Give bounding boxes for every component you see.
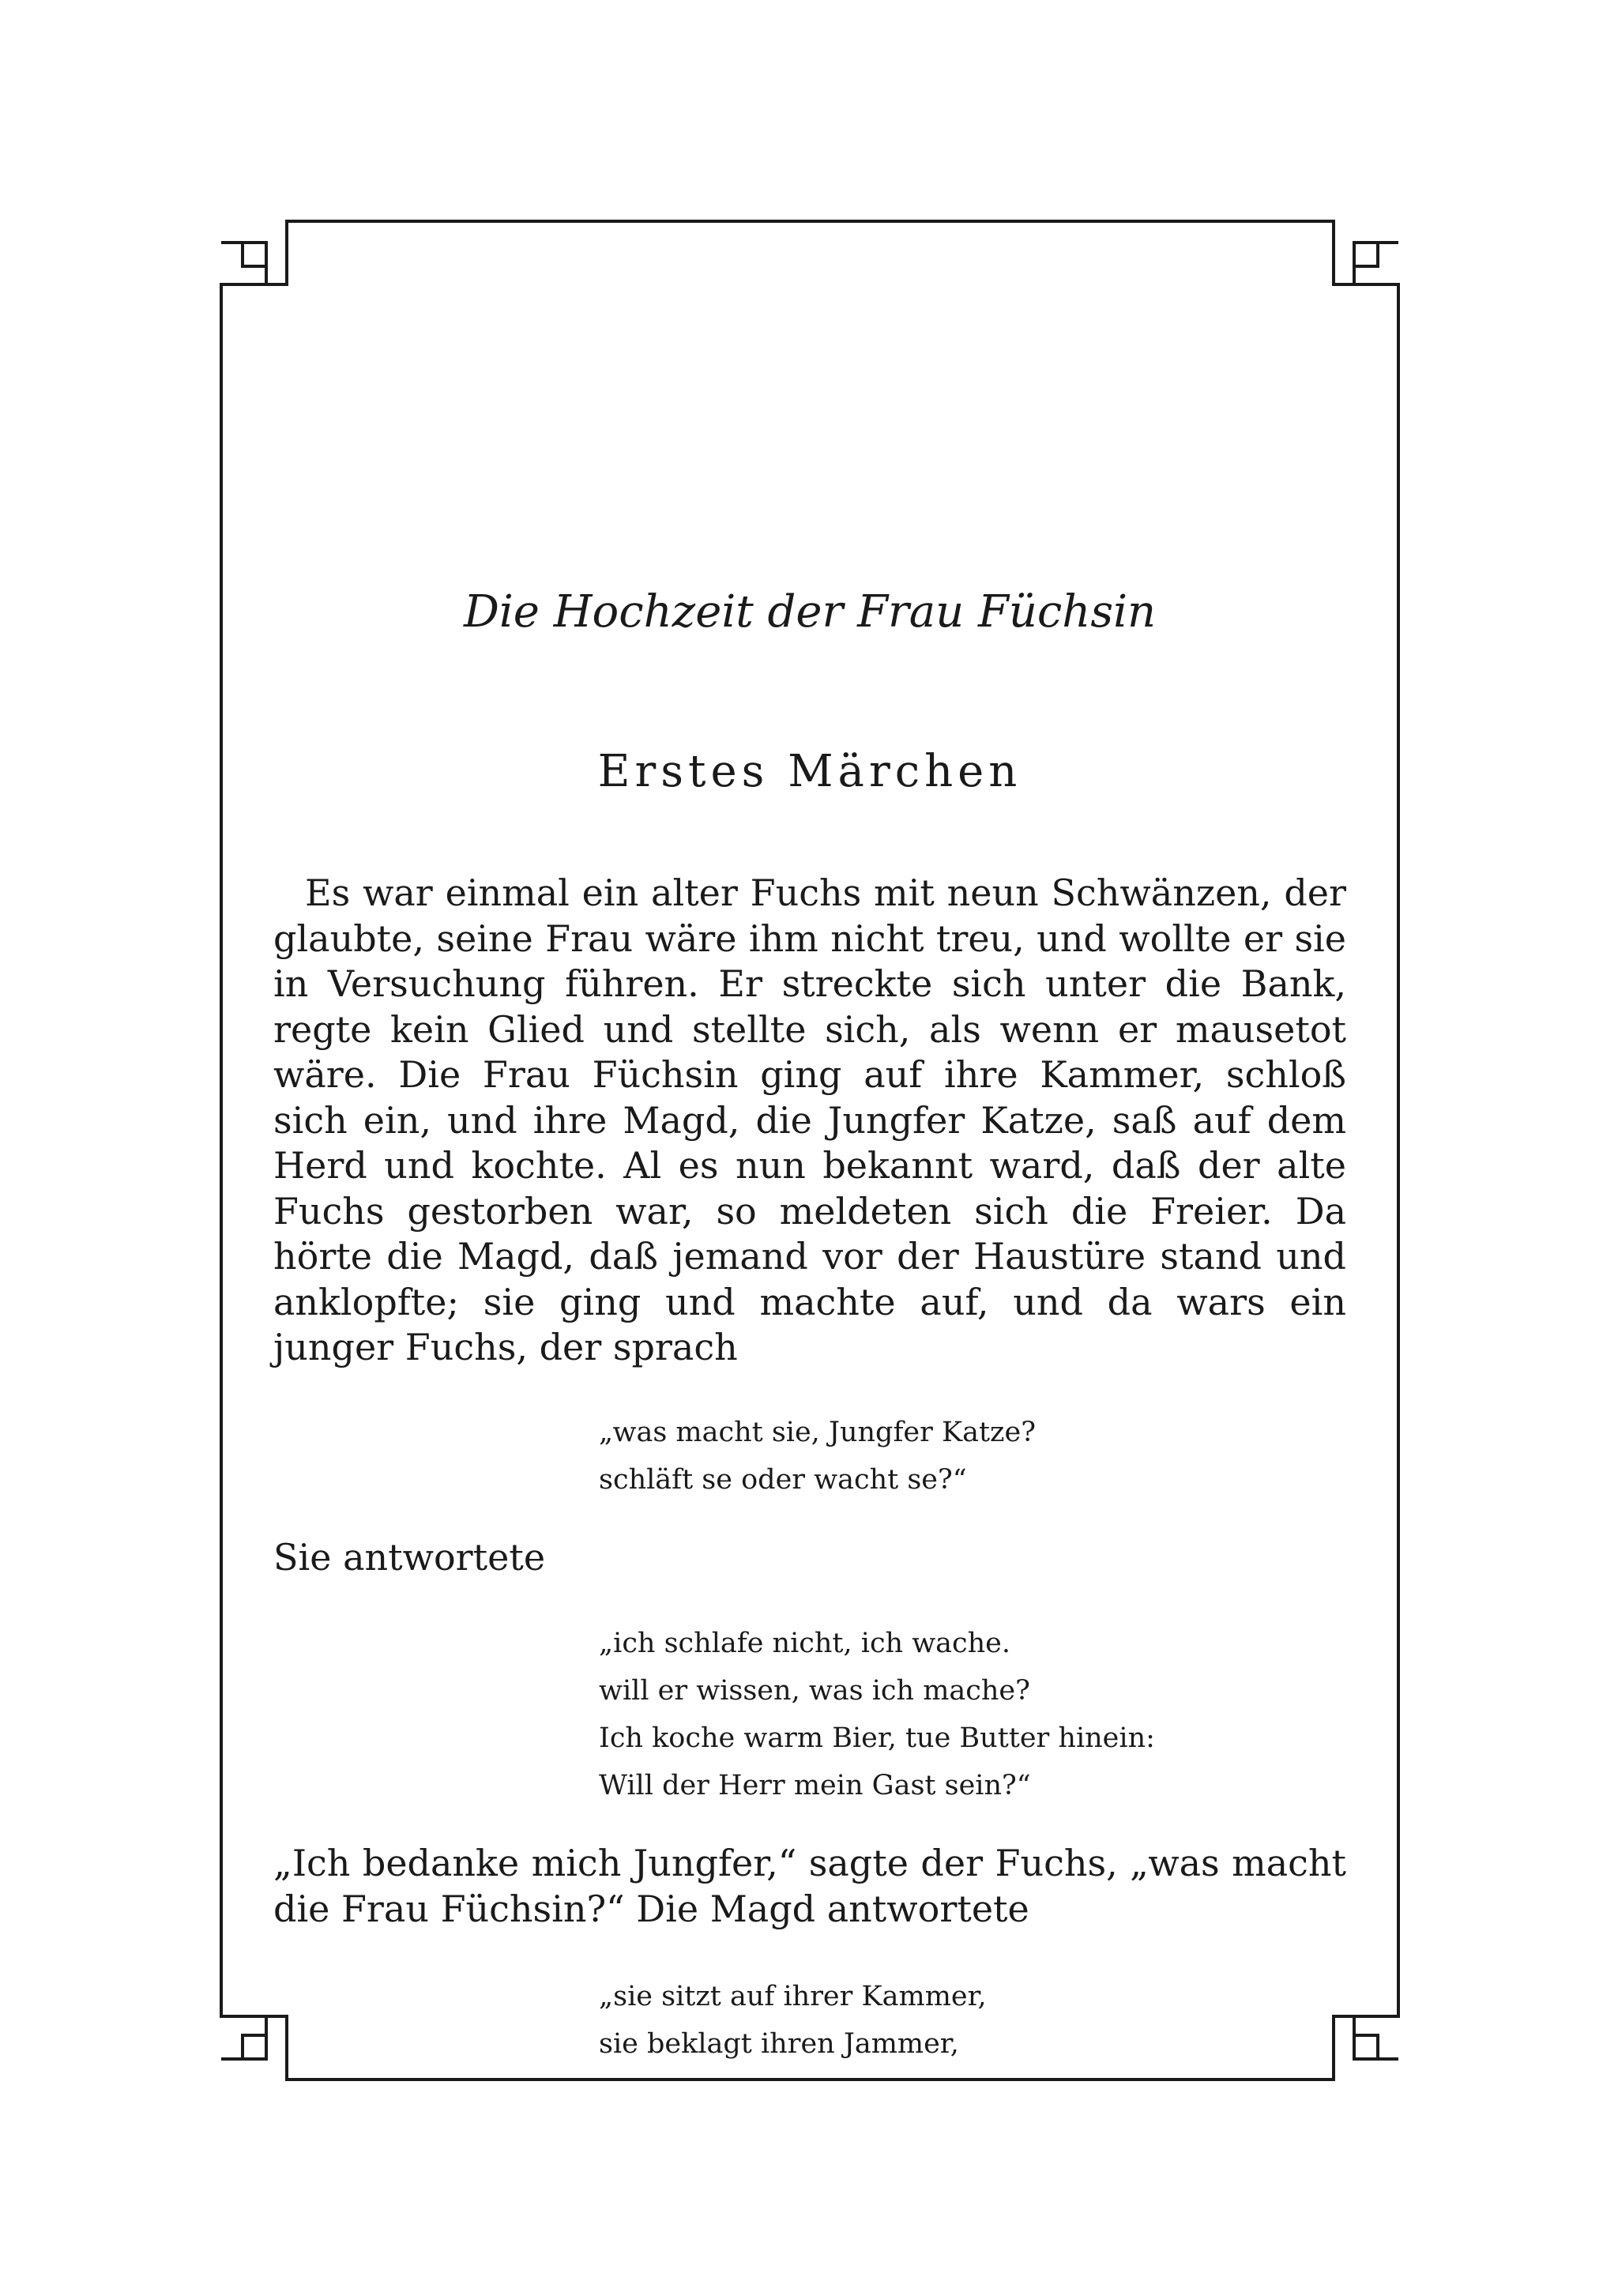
- verse-block-3: [599, 1973, 1346, 2068]
- verse-line: Ich koche warm Bier, tue Butter hinein:: [599, 1722, 1155, 1754]
- verse-line: will er wissen, was ich mache?: [599, 1675, 1030, 1707]
- verse-block-2: [599, 1620, 1346, 1809]
- verse-line: Will der Herr mein Gast sein?“: [599, 1770, 1031, 1801]
- verse-line: schläft se oder wacht se?“: [599, 1463, 967, 1496]
- paragraph-fox-thanks: „Ich bedanke mich Jungfer,“ sagte der Fuchs, „was macht die Frau Füchsin?“ Die Magd antwortete: [273, 1842, 1346, 1930]
- paragraph-answer: Sie antwortete: [273, 1535, 546, 1579]
- story-title: Die Hochzeit der Frau Füchsin: [463, 586, 1157, 638]
- page-content: [273, 585, 1346, 2068]
- verse-block-1: [599, 1409, 1346, 1504]
- paragraph-opening: Es war einmal ein alter Fuchs mit neun Schwänzen, der glaubte, seine Frau wäre ihm nicht treu, und wollte er sie in Versuchung führen. Er streckte sich unter die Bank, regte kein Glied und stellte sich, als wenn er mausetot wäre. Die Frau Füchsin ging auf ihre Kammer, schloß sich ein, und ihre Magd, die Jungfer Katze, saß auf dem Herd und kochte. Al es nun bekannt ward, daß der alte Fuchs gestorben war, so meldeten sich die Freier. Da hörte die Magd, daß jemand vor der Haustüre stand und anklopfte; sie ging und machte auf, und da wars ein junger Fuchs, der sprach: [273, 871, 1346, 1368]
- chapter-heading: Erstes Märchen: [597, 746, 1022, 797]
- verse-line: sie beklagt ihren Jammer,: [599, 2028, 959, 2060]
- verse-line: „was macht sie, Jungfer Katze?: [599, 1416, 1036, 1448]
- verse-line: „sie sitzt auf ihrer Kammer,: [599, 1981, 987, 2012]
- verse-line: „ich schlafe nicht, ich wache.: [599, 1628, 1011, 1659]
